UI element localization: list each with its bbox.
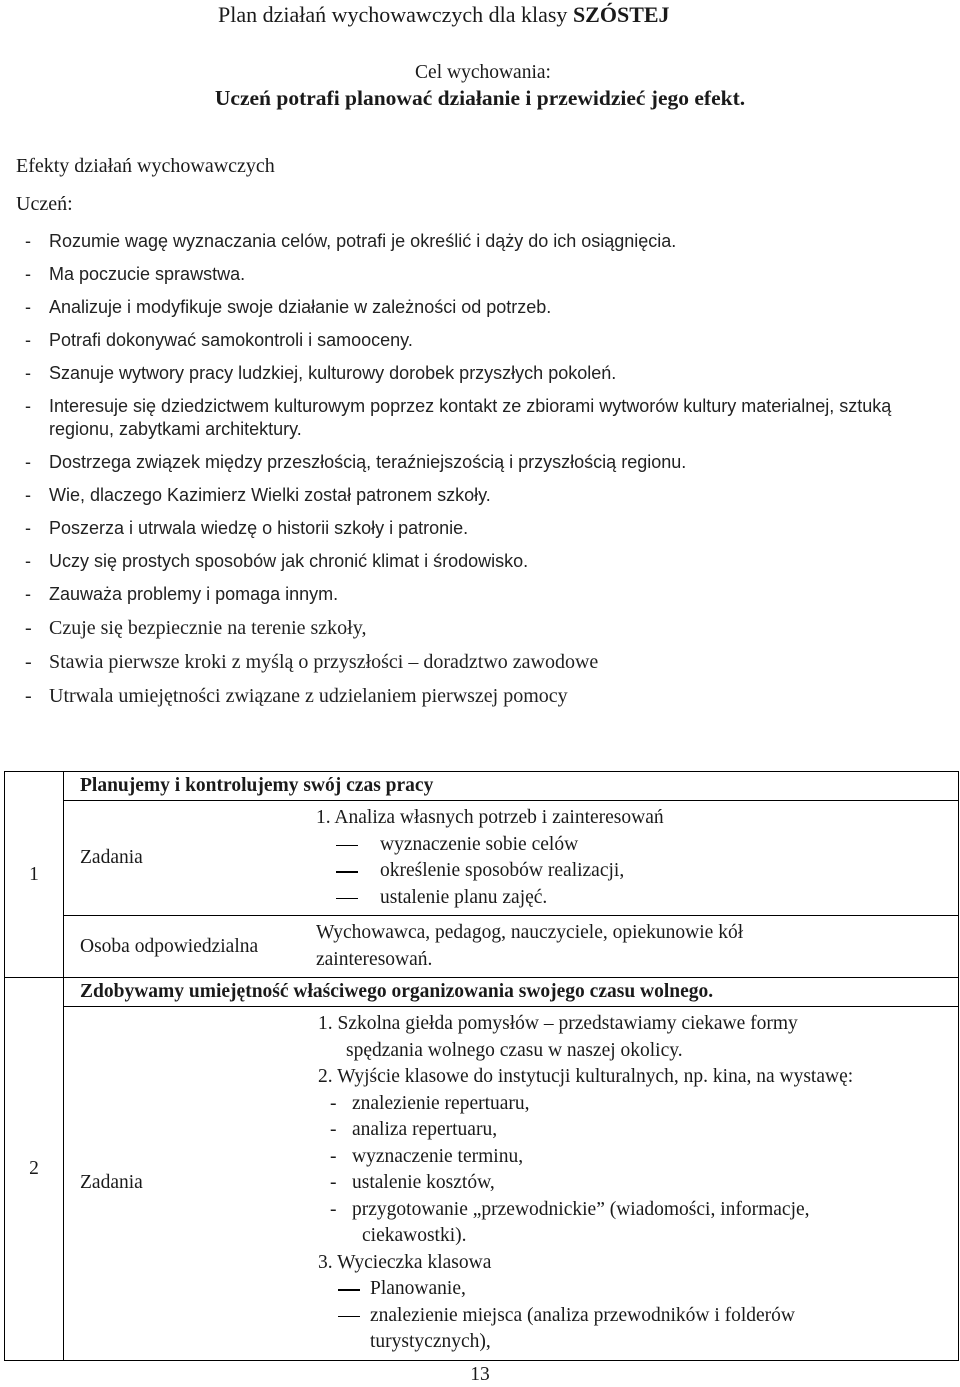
goal-text: Uczeń potrafi planować działanie i przewidzieć jego efekt. [214,86,746,110]
dash-marker: - [25,264,31,284]
effect-text: Interesuje się dziedzictwem kulturowym poprzez kontakt ze zbiorami wytworów kultury materialnej, sztuką regionu, zabytkami architektury. [49,396,892,439]
task-item: 2. Wyjście klasowe do instytucji kulturalnych, np. kina, na wystawę: [318,1066,854,1087]
effect-item [16,296,956,319]
plan-table [4,771,959,1361]
dash-marker: - [25,584,31,604]
task-subitem: Planowanie, [316,1276,948,1303]
table-row-2-heading [5,978,959,1007]
effect-text: Zauważa problemy i pomaga innym. [49,584,339,604]
effect-item [16,395,956,441]
tasks-label: Zadania [64,801,317,916]
effect-text: Analizuje i modyfikuje swoje działanie w zależności od potrzeb. [49,297,552,317]
table-row-1-person [5,916,959,978]
row-heading: Planujemy i kontrolujemy swój czas pracy [64,772,959,801]
task-subitem: znalezienie miejsca (analiza przewodników i folderów [316,1303,948,1330]
task-item: 3. Wycieczka klasowa [318,1251,492,1273]
effect-text: Wie, dlaczego Kazimierz Wielki został patronem szkoły. [49,485,491,505]
dash-marker: - [25,297,31,317]
effects-list [16,230,956,718]
effect-item [16,550,956,573]
person-line: Wychowawca, pedagog, nauczyciele, opiekunowie kół [316,922,744,943]
effect-text: Utrwala umiejętności związane z udzielaniem pierwszej pomocy [49,685,568,707]
effect-text: Ma poczucie sprawstwa. [49,264,246,284]
table-row-1-tasks [5,801,959,916]
task-subitem: - znalezienie repertuaru, [330,1092,530,1114]
page-title [218,2,670,28]
dash-marker: - [25,396,31,416]
effect-item [16,230,956,253]
task-subitem: - przygotowanie „przewodnickie” (wiadomości, informacje, [330,1198,810,1220]
effect-item [16,684,956,708]
title-class: SZÓSTEJ [572,2,670,27]
effect-item [16,263,956,286]
effect-text: Poszerza i utrwala wiedzę o historii szkoły i patronie. [49,518,469,538]
effect-text: Szanuje wytwory pracy ludzkiej, kulturowy dorobek przyszłych pokoleń. [49,363,617,383]
effect-item [16,650,956,674]
effect-text: Czuje się bezpiecznie na terenie szkoły, [49,617,367,639]
row-number: 1 [5,772,64,978]
page-number: 13 [470,1364,490,1385]
effect-item [16,329,956,352]
task-subitem: - ustalenie kosztów, [330,1172,495,1193]
dash-marker: - [25,551,31,571]
person-content [316,916,959,978]
person-label: Osoba odpowiedzialna [64,916,317,978]
effect-item [16,451,956,474]
effect-item [16,583,956,606]
dash-marker: - [25,485,31,505]
dash-marker: - [25,231,31,251]
dash-marker: - [25,518,31,538]
effects-heading: Efekty działań wychowawczych [16,155,275,177]
task-subitem-cont: turystycznych), [370,1331,491,1352]
task-item: określenie sposobów realizacji, [316,858,948,885]
effect-item [16,484,956,507]
dash-marker: - [25,330,31,350]
tasks-content [316,801,959,916]
task-title: 1. Analiza własnych potrzeb i zainteresowań [316,807,664,828]
effect-item [16,616,956,640]
task-subitem-cont: ciekawostki). [362,1225,467,1246]
effect-text: Stawia pierwsze kroki z myślą o przyszłości – doradztwo zawodowe [49,651,599,673]
dash-marker: - [25,617,32,639]
person-line: zainteresowań. [316,948,433,970]
tasks-content [316,1007,959,1361]
goal-label: Cel wychowania: [415,62,551,83]
dash-marker: - [25,651,32,673]
task-item: 1. Szkolna giełda pomysłów – przedstawiamy ciekawe formy [318,1013,798,1034]
task-subitem: - analiza repertuaru, [330,1119,498,1140]
row-number: 2 [5,978,64,1361]
task-item: ustalenie planu zajęć. [316,885,948,912]
tasks-label: Zadania [64,1007,317,1361]
row-heading: Zdobywamy umiejętność właściwego organizowania swojego czasu wolnego. [64,978,959,1007]
effect-text: Potrafi dokonywać samokontroli i samooceny. [49,330,413,350]
dash-marker: - [25,363,31,383]
student-heading: Uczeń: [16,193,73,215]
effect-text: Dostrzega związek między przeszłością, teraźniejszością i przyszłością regionu. [49,452,687,472]
effect-item [16,362,956,385]
table-row-1-heading [5,772,959,801]
dash-marker: - [25,685,32,707]
title-text: Plan działań wychowawczych dla klasy [218,2,573,27]
effect-item [16,517,956,540]
table-row-2-tasks [5,1007,959,1361]
effect-text: Uczy się prostych sposobów jak chronić klimat i środowisko. [49,551,529,571]
dash-marker: - [25,452,31,472]
effect-text: Rozumie wagę wyznaczania celów, potrafi je określić i dąży do ich osiągnięcia. [49,231,677,251]
task-item: wyznaczenie sobie celów [316,832,948,859]
task-subitem: - wyznaczenie terminu, [330,1145,524,1167]
task-item-cont: spędzania wolnego czasu w naszej okolicy. [346,1039,683,1061]
